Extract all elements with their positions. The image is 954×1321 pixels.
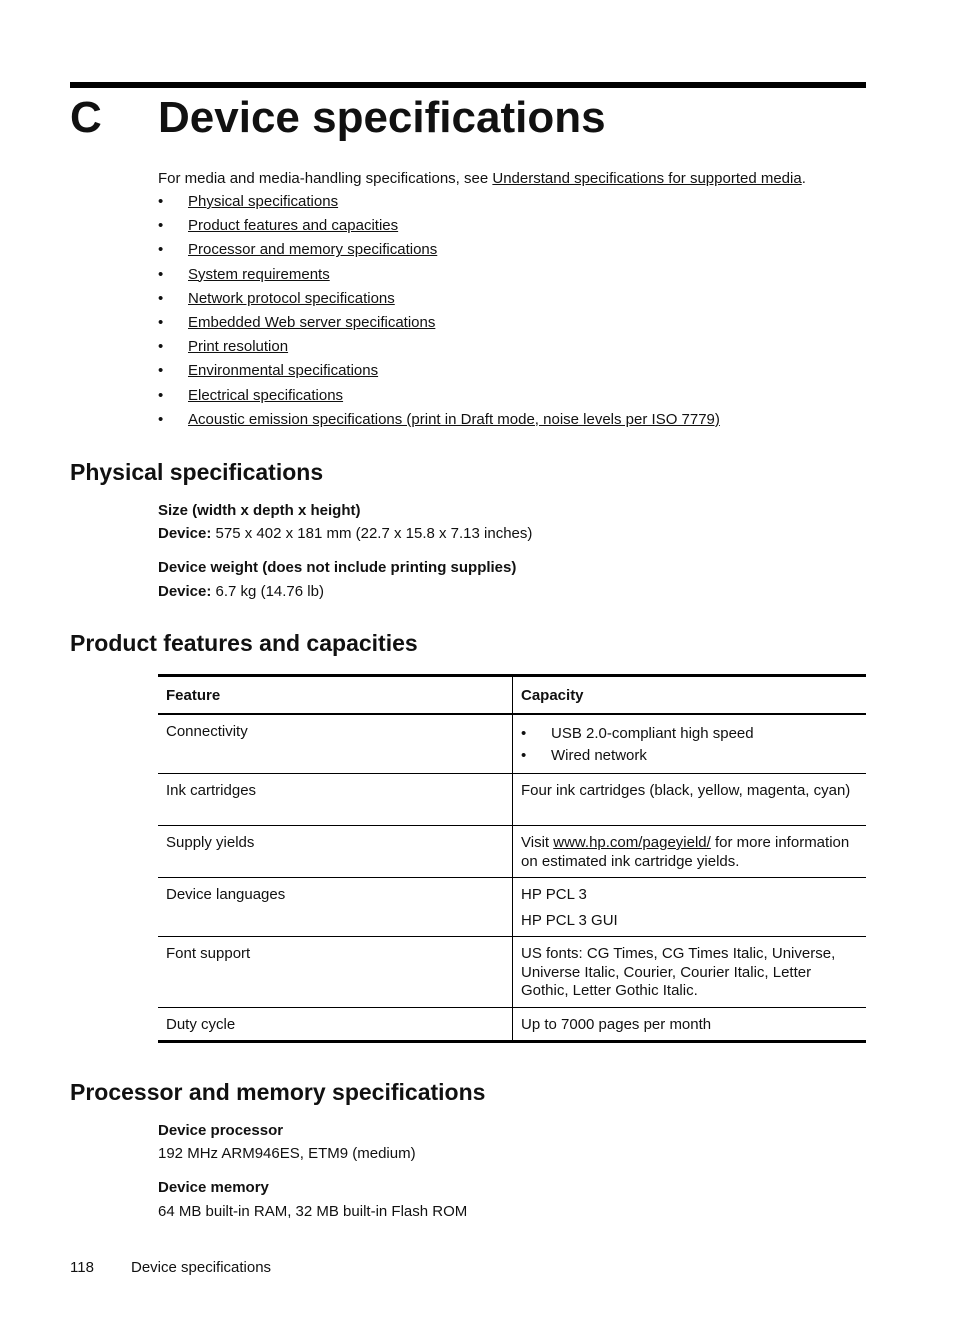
language-line: HP PCL 3 GUI [521,911,618,929]
toc-link-network[interactable]: Network protocol specifications [188,289,395,307]
toc-item [158,337,720,361]
features-table [158,674,866,1043]
list-item [521,745,858,767]
toc-item [158,386,720,410]
bullet: • [521,725,527,742]
toc-item [158,361,720,385]
toc-item [158,313,720,337]
capacity-cell [513,878,867,937]
weight-device-label: Device: [158,583,212,600]
table-row [158,774,866,826]
capacity-cell [513,826,867,878]
toc-link-acoustic[interactable]: Acoustic emission specifications (print in Draft mode, noise levels per ISO 7779) [188,410,720,428]
bullet: • [521,747,527,764]
size-device-value: 575 x 402 x 181 mm (22.7 x 15.8 x 7.13 inches) [211,525,533,542]
feature-cell: Ink cartridges [158,774,513,826]
bullet: • [158,386,164,404]
pageyield-link[interactable]: www.hp.com/pageyield/ [553,834,711,851]
toc-link-electrical[interactable]: Electrical specifications [188,386,344,404]
features-heading: Product features and capacities [70,630,418,656]
weight-label: Device weight (does not include printing supplies) [158,559,517,576]
intro-prefix: For media and media-handling specifications, see [158,170,493,187]
bullet: • [158,217,164,235]
toc-link-processor[interactable]: Processor and memory specifications [188,241,438,259]
chapter-letter: C [70,93,102,142]
table-row [158,878,866,937]
table-row [158,714,866,774]
intro-paragraph [158,169,806,188]
page-number: 118 [70,1259,94,1276]
toc-link-features[interactable]: Product features and capacities [188,217,399,235]
feature-cell: Device languages [158,878,513,937]
memory-value: 64 MB built-in RAM, 32 MB built-in Flash ROM [158,1203,468,1220]
table-header-row [158,676,866,715]
table-row [158,826,866,878]
table-row [158,1007,866,1042]
column-header-capacity: Capacity [513,676,867,715]
bullet: • [158,410,164,428]
supply-suffix: for more information on estimated ink cartridge yields. [521,834,850,870]
bullet: • [158,241,164,259]
feature-cell: Connectivity [158,714,513,774]
toc-item [158,289,720,313]
weight-value [158,582,324,601]
chapter-title: Device specifications [158,93,606,142]
capacity-cell [513,714,867,774]
toc-link-resolution[interactable]: Print resolution [188,338,289,356]
toc-link-physical[interactable]: Physical specifications [188,193,339,210]
toc-item [158,216,720,240]
size-value [158,524,532,543]
processor-heading: Processor and memory specifications [70,1079,486,1105]
toc-link-system[interactable]: System requirements [188,265,330,283]
size-label: Size (width x depth x height) [158,502,361,519]
list-item-text: Wired network [551,747,647,764]
feature-cell: Font support [158,937,513,1008]
toc-link-environmental[interactable]: Environmental specifications [188,362,379,380]
footer-title: Device specifications [131,1259,272,1276]
language-line: HP PCL 3 [521,886,587,903]
capacity-cell: Four ink cartridges (black, yellow, magenta, cyan) [513,774,867,826]
feature-cell: Duty cycle [158,1007,513,1042]
bullet: • [158,289,164,307]
feature-cell: Supply yields [158,826,513,878]
processor-label: Device processor [158,1122,284,1139]
toc-item [158,265,720,289]
supply-prefix: Visit [521,834,554,851]
table-row [158,937,866,1008]
bullet: • [158,338,164,356]
toc-link-ews[interactable]: Embedded Web server specifications [188,313,436,331]
list-item-text: USB 2.0-compliant high speed [551,725,754,742]
intro-suffix: . [801,170,806,187]
size-device-label: Device: [158,525,212,542]
capacity-cell: US fonts: CG Times, CG Times Italic, Universe, Universe Italic, Courier, Courier Italic, Letter Gothic, Letter Gothic Italic. [513,937,867,1008]
list-item [521,723,858,745]
connectivity-list [521,723,858,767]
physical-heading: Physical specifications [70,459,324,485]
column-header-feature: Feature [158,676,513,715]
bullet: • [158,362,164,380]
bullet: • [158,193,164,210]
capacity-cell: Up to 7000 pages per month [513,1007,867,1042]
bullet: • [158,313,164,331]
chapter-top-rule [70,82,866,88]
chapter-toc [158,192,720,434]
toc-item [158,192,720,216]
toc-item [158,410,720,434]
supported-media-link[interactable]: Understand specifications for supported media [492,170,802,187]
memory-label: Device memory [158,1179,269,1196]
bullet: • [158,265,164,283]
weight-device-value: 6.7 kg (14.76 lb) [211,583,324,600]
toc-item [158,240,720,264]
processor-value: 192 MHz ARM946ES, ETM9 (medium) [158,1145,416,1162]
